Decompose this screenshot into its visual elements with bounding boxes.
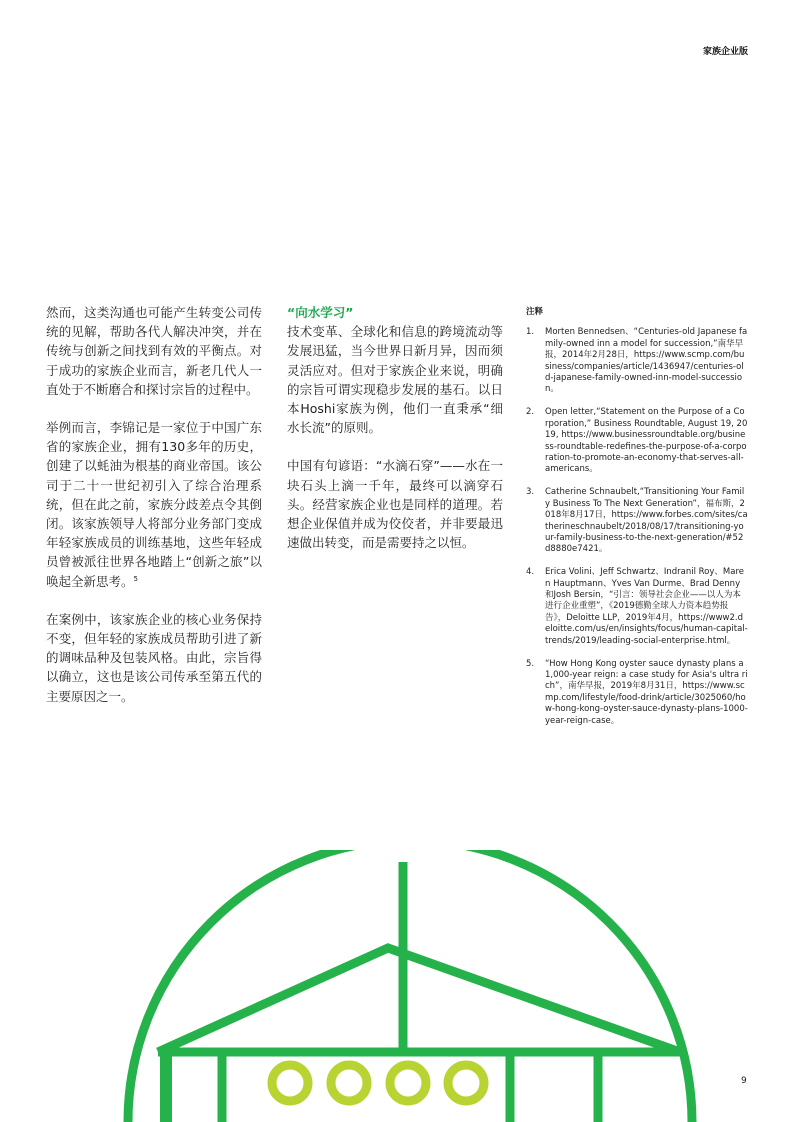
note-text: “How Hong Kong oyster sauce dynasty plans a 1,000-year reign: a case study for Asia's ultra rich”，南华早报，2019年8月31日，https://www.scmp.com/lifestyle/food-drink/article/3025060/how-hong-kong-oyster-sauce-dynasty-plans-1000-year-reign-case。	[545, 658, 748, 726]
paragraph-text: 举例而言，李锦记是一家位于中国广东省的家族企业，拥有130多年的历史，创建了以蚝油为根基的商业帝国。该公司于二十一世纪初引入了综合治理系统，但在此之前，家族分歧差点令其倒闭。该家族领导人将部分业务部门变成年轻家族成员的训练基地，这些年轻成员曾被派往世界各地踏上“创新之旅”以唤起全新思考。	[46, 420, 262, 589]
note-number: 5.	[526, 658, 535, 669]
notes-section	[526, 307, 748, 739]
body-column-left	[46, 303, 262, 725]
paragraph: 然而，这类沟通也可能产生转变公司传统的见解，帮助各代人解决冲突，并在传统与创新之间找到有效的平衡点。对于成功的家族企业而言，新老几代人一直处于不断磨合和探讨宗旨的过程中。	[46, 305, 262, 397]
ring-icon	[331, 1065, 367, 1101]
paragraph: 在案例中，该家族企业的核心业务保持不变，但年轻的家族成员帮助引进了新的调味品种及包装风格。由此，宗旨得以确立，这也是该公司传承至第五代的主要原因之一。	[46, 611, 262, 704]
running-header: 家族企业版	[702, 47, 748, 57]
note-number: 4.	[526, 567, 535, 578]
note-item	[526, 407, 748, 475]
note-text: Erica Volini、Jeff Schwartz、Indranil Roy、Maren Hauptmann、Yves Van Durme、Brad Denny和Josh Bersin，“引言：领导社会企业——以人为本进行企业重塑”，《2019德勤全球人力资本趋势报告》，Deloitte LLP，2019年4月，https://www2.deloitte.com/us/en/insights/focus/human-capital-trends/2019/leading-social-enterprise.html。	[545, 567, 748, 646]
section-heading: “向水学习”	[287, 305, 354, 320]
dome-arc	[128, 850, 692, 1122]
note-item	[526, 487, 748, 555]
notes-heading: 注释	[526, 307, 544, 317]
roof-outline	[158, 948, 680, 1052]
page-number: 9	[741, 1076, 747, 1086]
note-text: Morten Bennedsen、“Centuries-old Japanese family-owned inn a model for succession,”南华早报，2014年2月28日，https://www.scmp.com/business/companies/article/1436947/centuries-old-japanese-family-owned-inn-model-succession。	[545, 327, 748, 395]
paragraph: 技术变革、全球化和信息的跨境流动等发展迅猛，当今世界日新月异，因而须灵活应对。但对于家族企业来说，明确的宗旨可谓实现稳步发展的基石。以日本Hoshi家族为例，他们一直秉承“细水长流”的原则。	[287, 324, 503, 436]
footnote-reference[interactable]: 5	[133, 574, 138, 583]
note-item	[526, 659, 748, 727]
paragraph: 中国有句谚语：“水滴石穿”——水在一块石头上滴一千年，最终可以滴穿石头。经营家族企业也是同样的道理。若想企业保值并成为佼佼者，并非要最迅速做出转变，而是需要持之以恒。	[287, 458, 503, 551]
ring-icon	[390, 1065, 426, 1101]
greenhouse-illustration	[0, 850, 793, 1122]
note-item	[526, 567, 748, 647]
note-number: 2.	[526, 407, 535, 418]
note-text: Open letter,“Statement on the Purpose of a Corporation,” Business Roundtable, August 19, 2019, https://www.businessroundtable.org/business-roundtable-redefines-the-purpose-of-a-corporation-to-promote-an-economy-that-serves-all-americans。	[545, 407, 748, 475]
ring-icon	[448, 1065, 484, 1101]
pillar-left-block	[160, 1052, 172, 1122]
note-text: Catherine Schnaubelt,“Transitioning Your Family Business To The Next Generation”，福布斯，2018年8月17日，https://www.forbes.com/sites/catherineschnaubelt/2018/08/17/transitioning-your-family-business-to-the-next-generation/#52d8880e7421。	[545, 487, 748, 555]
paragraph-with-footnote	[46, 418, 262, 591]
note-number: 1.	[526, 327, 535, 338]
note-item	[526, 327, 748, 395]
ring-icon	[272, 1065, 308, 1101]
body-column-middle	[287, 303, 503, 571]
note-number: 3.	[526, 487, 535, 498]
